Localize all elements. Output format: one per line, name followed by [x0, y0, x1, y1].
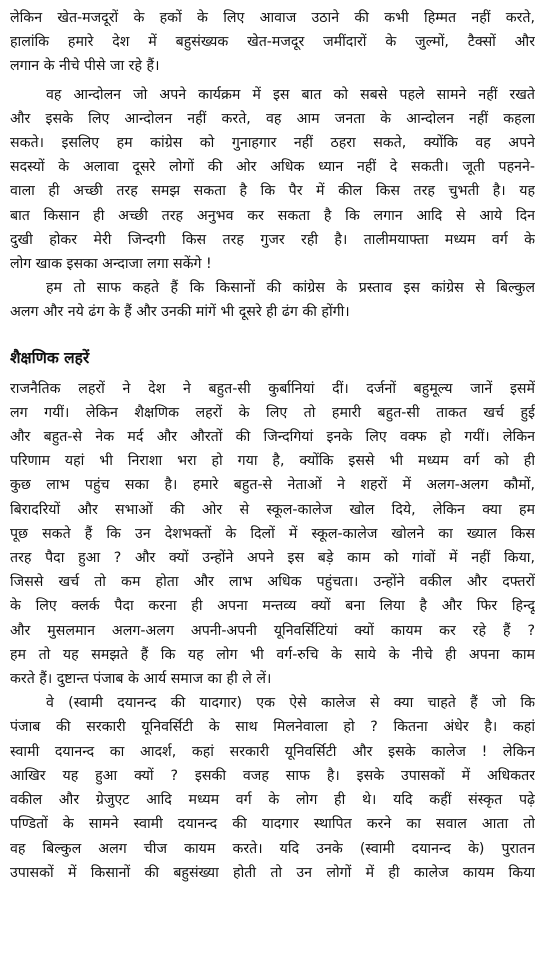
paragraph-educational-waves [10, 377, 535, 692]
text-line: वकील और ग्रेजुएट आदि मध्यम वर्ग के लोग ही थे। यदि कहीं संस्कृत पढ़े [10, 792, 535, 809]
text-line: बिरादरियों और सभाओं की ओर से स्कूल-कालेज खोल दिये, लेकिन क्या हम [10, 501, 535, 518]
section-heading: शैक्षणिक लहरें [10, 348, 90, 367]
text-line: पंजाब की सरकारी यूनिवर्सिटी के साथ मिलनेवाला हो ? कितना अंधेर है। कहां [10, 719, 535, 736]
text-line: सकते। इसलिए हम कांग्रेस को गुनाहगार नहीं ठहरा सकते, क्योंकि वह अपने [10, 135, 535, 152]
text-line: पूछ सकते हैं कि उन देशभक्तों के दिलों में स्कूल-कालेज खोलने का ख्याल किस [10, 525, 535, 542]
text-line: वह बिल्कुल अलग चीज कायम करते। यदि उनके (स्वामी दयानन्द के) पुरातन [10, 840, 535, 857]
text-line: कुछ लाभ पहुंच सका है। हमारे बहुत-से नेताओं ने शहरों में अलग-अलग कौमों, [10, 477, 535, 494]
paragraph-movement [10, 83, 535, 277]
text-line: लोग खाक इसका अन्दाजा लगा सकेंगे ! [10, 256, 212, 273]
text-line: हालांकि हमारे देश में बहुसंख्यक खेत-मजदूर जमींदारों के जुल्मों, टैक्सों और [10, 34, 535, 51]
text-line: अलग और नये ढंग के हैं और उनकी मांगें भी दूसरे ही ढंग की होंगी। [10, 304, 350, 321]
text-line: उपासकों में किसानों की बहुसंख्या होती तो उन लोगों में ही कालेज कायम किया [10, 864, 535, 881]
text-line: और मुसलमान अलग-अलग अपनी-अपनी यूनिवर्सिटियां क्यों कायम कर रहे हैं ? [10, 622, 535, 639]
text-line: तरह पैदा हुआ ? और क्यों उन्होंने अपने इस बड़े काम को गांवों में नहीं किया, [10, 550, 535, 567]
text-line: बात किसान ही अच्छी तरह अनुभव कर सकता है कि लगान आदि से आये दिन [10, 207, 535, 224]
text-line: लगान के नीचे पीसे जा रहे हैं। [10, 58, 160, 75]
text-line: परिणाम यहां भी निराशा भरा हो गया है, क्योंकि इससे भी मध्यम वर्ग को ही [10, 453, 535, 470]
text-line: करते हैं। दुष्टान्त पंजाब के आर्य समाज का ही ले लें। [10, 671, 272, 688]
text-line: स्वामी दयानन्द का आदर्श, कहां सरकारी यूनिवर्सिटी और इसके कालेज ! लेकिन [10, 743, 535, 760]
text-line: जिससे खर्च तो कम होता और लाभ अधिक पहुंचता। उन्होंने वकील और दफ्तरों [10, 574, 535, 591]
text-line: राजनैतिक लहरों ने देश ने बहुत-सी कुर्बानियां दीं। दर्जनों बहुमूल्य जानें इसमें [10, 380, 535, 397]
text-line: पण्डितों के सामने स्वामी दयानन्द की यादगार स्थापित करने का सवाल आता तो [10, 816, 535, 833]
text-line: आखिर यह हुआ क्यों ? इसकी वजह साफ है। इसके उपासकों में अधिकतर [10, 767, 535, 784]
text-line: हम तो यह समझते हैं कि यह लोग भी वर्ग-रुचि के साये के नीचे ही अपना काम [10, 646, 535, 663]
text-line: और बहुत-से नेक मर्द और औरतों की जिन्दगियां इनके लिए वक्फ हो गयीं। लेकिन [10, 429, 535, 446]
paragraph-intro [10, 6, 535, 79]
text-line: दुखी होकर मेरी जिन्दगी किस तरह गुजर रही है। तालीमयाफ्ता मध्यम वर्ग के [10, 231, 535, 248]
text-line: सदस्यों के अलावा दूसरे लोगों की ओर अधिक ध्यान नहीं दे सकती। जूती पहनने- [10, 159, 535, 176]
text-line: लग गयीं। लेकिन शैक्षणिक लहरों के लिए तो हमारी बहुत-सी ताकत खर्च हुई [10, 404, 535, 421]
text-line: लेकिन खेत-मजदूरों के हकों के लिए आवाज उठाने की कभी हिम्मत नहीं करते, [10, 10, 535, 26]
text-line: हम तो साफ कहते हैं कि किसानों की कांग्रेस के प्रस्ताव इस कांग्रेस से बिल्कुल [46, 280, 535, 297]
paragraph-dayanand [10, 691, 535, 885]
text-line: वे (स्वामी दयानन्द की यादगार) एक ऐसे कालेज से क्या चाहते हैं जो कि [46, 695, 535, 712]
text-line: के लिए क्लर्क पैदा करना ही अपना मन्तव्य क्यों बना लिया है और फिर हिन्दू [10, 598, 535, 615]
text-line: वाला ही अच्छी तरह समझ सकता है कि पैर में कील किस तरह चुभती है। यह [10, 183, 535, 200]
paragraph-kisan-congress [10, 276, 535, 324]
text-line: और इसके लिए आन्दोलन नहीं करते, वह आम जनता के आन्दोलन नहीं कहला [10, 110, 535, 127]
text-line: वह आन्दोलन जो अपने कार्यक्रम में इस बात को सबसे पहले सामने नहीं रखते [46, 86, 535, 103]
